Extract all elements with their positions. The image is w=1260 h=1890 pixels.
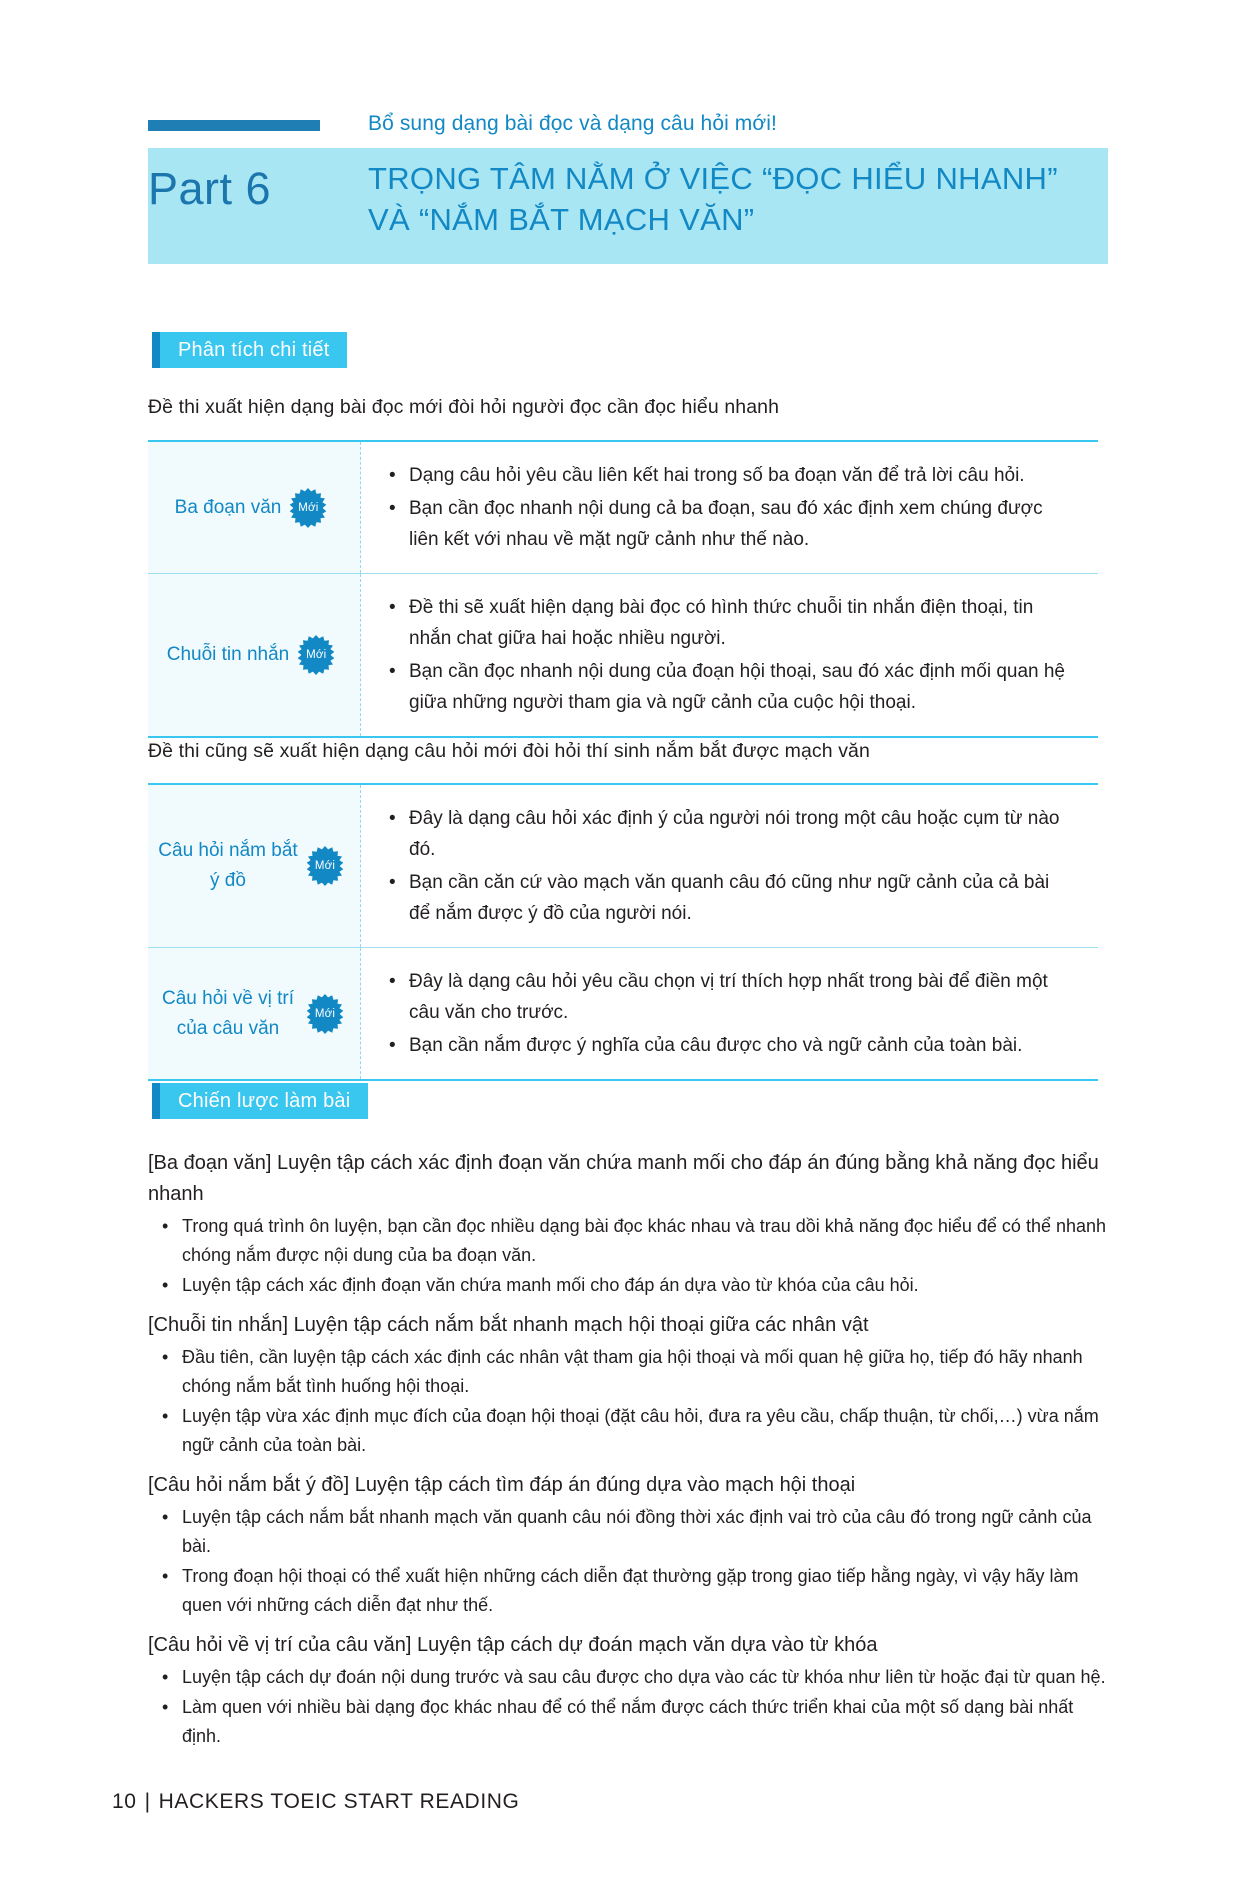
bullet-list: [387, 803, 1074, 929]
list-item: • Bạn cần căn cứ vào mạch văn quanh câu đó cũng như ngữ cảnh của cả bài để nắm được ý đồ của người nói.: [387, 867, 1074, 929]
row-label-cell: [148, 442, 360, 573]
list-item: • Luyện tập cách nắm bắt nhanh mạch văn quanh câu nói đồng thời xác định vai trò của câu đó trong ngữ cảnh của bài.: [140, 1503, 1108, 1561]
page-footer: [112, 1790, 519, 1814]
list-item: • Trong quá trình ôn luyện, bạn cần đọc nhiều dạng bài đọc khác nhau và trau dồi khả năng đọc hiểu để có thể nhanh chóng nắm được nội dung của ba đoạn văn.: [140, 1212, 1108, 1270]
lead-text-1: Đề thi xuất hiện dạng bài đọc mới đòi hỏi người đọc cần đọc hiểu nhanh: [148, 396, 780, 418]
new-badge-icon: [287, 487, 329, 529]
new-badge-icon: [304, 993, 346, 1035]
page-header: [0, 0, 1260, 237]
page-number: 10: [112, 1790, 137, 1813]
list-item: • Bạn cần nắm được ý nghĩa của câu được cho và ngữ cảnh của toàn bài.: [387, 1030, 1074, 1061]
row-content-cell: [360, 442, 1098, 573]
table-reading-types: [148, 440, 1098, 738]
table-row: [148, 442, 1098, 573]
strategy-heading: [Câu hỏi về vị trí của câu văn] Luyện tập cách dự đoán mạch văn dựa vào từ khóa: [148, 1634, 878, 1656]
list-item: • Bạn cần đọc nhanh nội dung cả ba đoạn, sau đó xác định xem chúng được liên kết với nhau về mặt ngữ cảnh như thế nào.: [387, 493, 1074, 555]
new-badge-label: Mới: [314, 860, 336, 872]
book-title: HACKERS TOEIC START READING: [158, 1790, 520, 1813]
part-label: Part 6: [148, 163, 272, 214]
list-item: • Làm quen với nhiều bài dạng đọc khác nhau để có thể nắm được cách thức triển khai của một số dạng bài nhất định.: [140, 1693, 1108, 1751]
new-badge-icon: [304, 845, 346, 887]
list-item: • Luyện tập cách xác định đoạn văn chứa manh mối cho đáp án dựa vào từ khóa của câu hỏi.: [140, 1271, 1108, 1300]
row-label: Câu hỏi về vị trí của câu văn: [162, 987, 294, 1039]
list-item: • Trong đoạn hội thoại có thể xuất hiện những cách diễn đạt thường gặp trong giao tiếp hằng ngày, vì vậy hãy làm quen với những cách diễn đạt như thế.: [140, 1562, 1108, 1620]
bullet-list: [387, 460, 1074, 555]
bullet-list: [387, 966, 1074, 1061]
header-kicker: Bổ sung dạng bài đọc và dạng câu hỏi mới!: [368, 112, 777, 135]
table-question-types: [148, 783, 1098, 1081]
list-item: • Dạng câu hỏi yêu cầu liên kết hai trong số ba đoạn văn để trả lời câu hỏi.: [387, 460, 1074, 491]
new-badge-label: Mới: [306, 649, 327, 661]
new-badge-label: Mới: [298, 501, 319, 514]
section-chip-strategy: Chiến lược làm bài: [152, 1083, 368, 1119]
strategy-list: [140, 1212, 1108, 1300]
table-row: [148, 785, 1098, 947]
table-row: [148, 573, 1098, 736]
list-item: • Đây là dạng câu hỏi yêu cầu chọn vị trí thích hợp nhất trong bài để điền một câu văn cho trước.: [387, 966, 1074, 1028]
strategy-list: [140, 1343, 1108, 1460]
table-row: [148, 947, 1098, 1079]
new-badge-label: Mới: [314, 1007, 336, 1020]
strategy-heading: [Ba đoạn văn] Luyện tập cách xác định đoạn văn chứa manh mối cho đáp án đúng bằng khả năng đọc hiểu nhanh: [148, 1152, 1099, 1205]
row-label: Câu hỏi nắm bắt ý đồ: [158, 840, 298, 891]
footer-separator: |: [144, 1790, 151, 1813]
row-label: Chuỗi tin nhắn: [166, 644, 290, 665]
row-content-cell: [360, 785, 1098, 947]
bullet-list: [387, 592, 1074, 718]
strategy-list: [140, 1663, 1108, 1751]
list-item: • Luyện tập vừa xác định mục đích của đoạn hội thoại (đặt câu hỏi, đưa ra yêu cầu, chấp thuận, từ chối,…) vừa nắm ngữ cảnh của toàn bài.: [140, 1402, 1108, 1460]
row-label-cell: [148, 948, 360, 1079]
header-rule: [148, 120, 320, 131]
list-item: • Bạn cần đọc nhanh nội dung của đoạn hội thoại, sau đó xác định mối quan hệ giữa những người tham gia và ngữ cảnh của cuộc hội thoại.: [387, 656, 1074, 718]
row-content-cell: [360, 948, 1098, 1079]
row-label: Ba đoạn văn: [174, 496, 282, 518]
list-item: • Luyện tập cách dự đoán nội dung trước và sau câu được cho dựa vào các từ khóa như liên từ hoặc đại từ quan hệ.: [140, 1663, 1108, 1692]
row-label-cell: [148, 574, 360, 736]
strategy-section: [140, 1148, 1108, 1761]
row-label-cell: [148, 785, 360, 947]
section-chip-analysis: Phân tích chi tiết: [152, 332, 347, 368]
lead-text-2: Đề thi cũng sẽ xuất hiện dạng câu hỏi mới đòi hỏi thí sinh nắm bắt được mạch văn: [148, 740, 870, 762]
strategy-list: [140, 1503, 1108, 1620]
row-content-cell: [360, 574, 1098, 736]
list-item: • Đầu tiên, cần luyện tập cách xác định các nhân vật tham gia hội thoại và mối quan hệ giữa họ, tiếp đó hãy nhanh chóng nắm bắt tình huống hội thoại.: [140, 1343, 1108, 1401]
list-item: • Đề thi sẽ xuất hiện dạng bài đọc có hình thức chuỗi tin nhắn điện thoại, tin nhắn chat giữa hai hoặc nhiều người.: [387, 592, 1074, 654]
new-badge-icon: [295, 634, 337, 676]
strategy-heading: [Câu hỏi nắm bắt ý đồ] Luyện tập cách tìm đáp án đúng dựa vào mạch hội thoại: [148, 1474, 856, 1496]
page-title: TRỌNG TÂM NẰM Ở VIỆC “ĐỌC HIỂU NHANH” VÀ “NẮM BẮT MẠCH VĂN”: [368, 161, 1058, 237]
list-item: • Đây là dạng câu hỏi xác định ý của người nói trong một câu hoặc cụm từ nào đó.: [387, 803, 1074, 865]
strategy-heading: [Chuỗi tin nhắn] Luyện tập cách nắm bắt nhanh mạch hội thoại giữa các nhân vật: [148, 1314, 869, 1336]
